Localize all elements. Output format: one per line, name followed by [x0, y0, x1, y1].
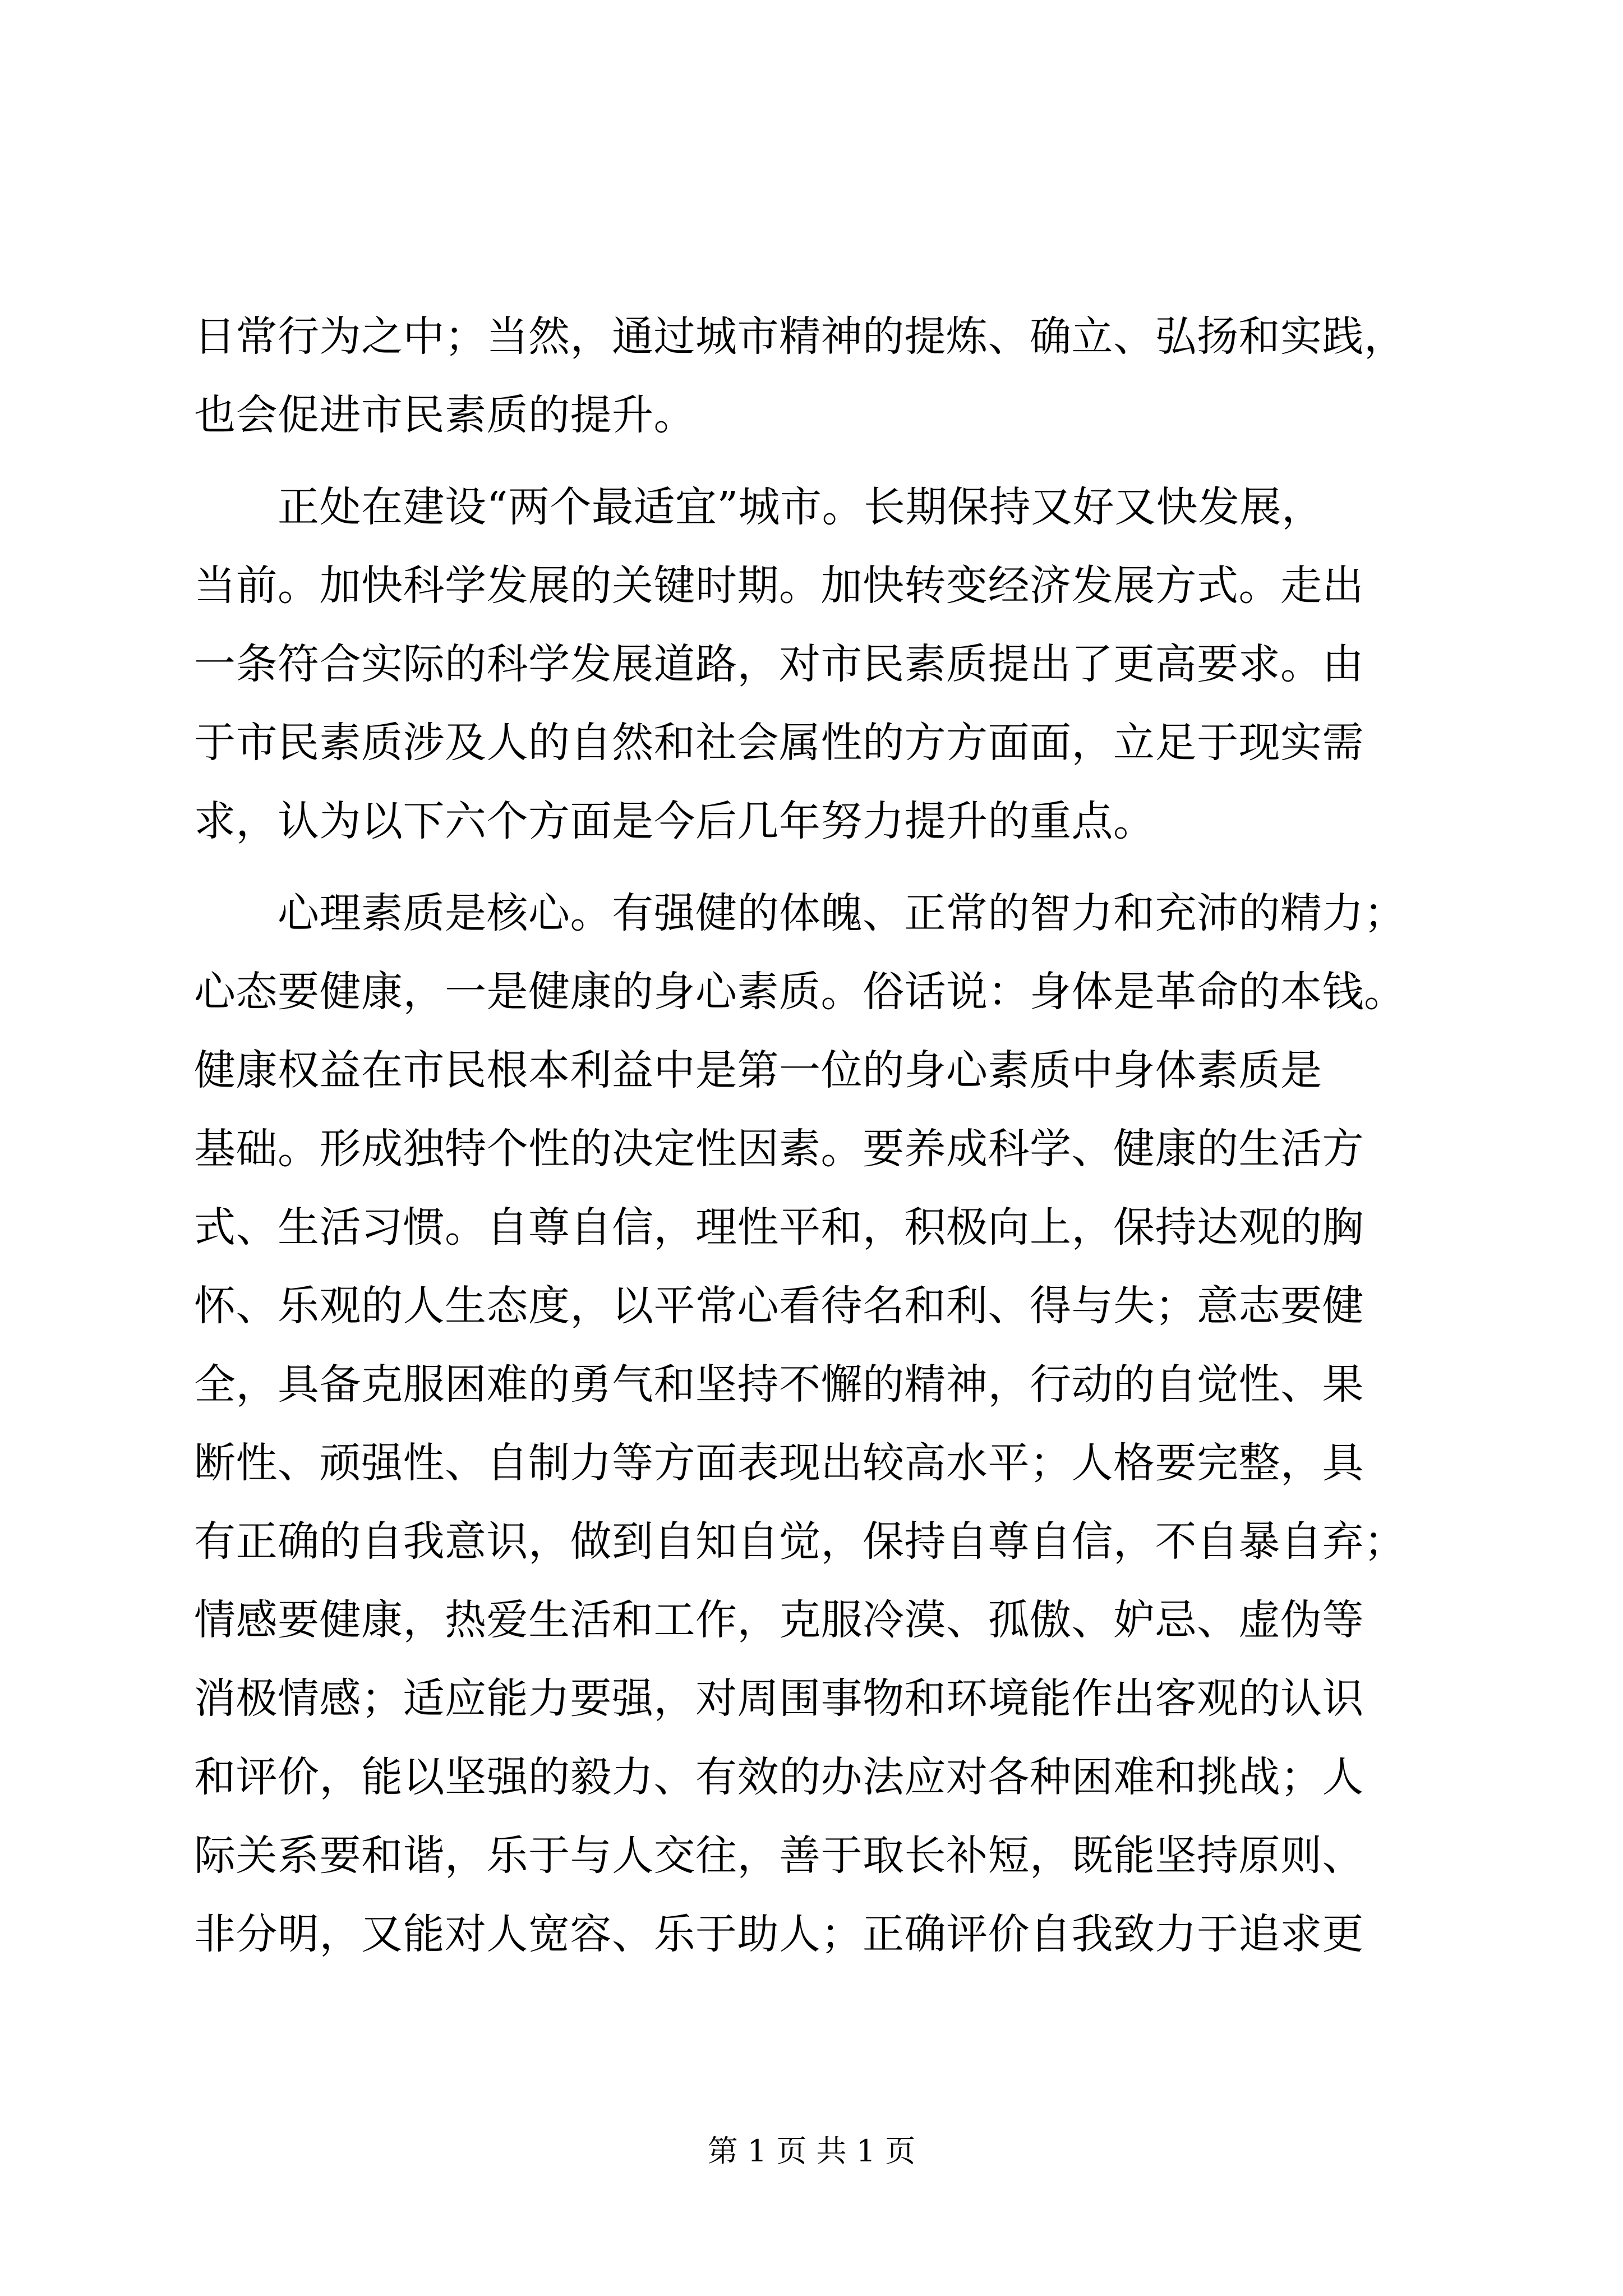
text-line: 情感要健康，热爱生活和工作，克服冷漠、孤傲、妒忌、虚伪等	[194, 1596, 1364, 1644]
page-number-label: 第 1 页 共 1 页	[707, 2133, 916, 2169]
text-line: 际关系要和谐，乐于与人交往，善于取长补短，既能坚持原则、	[194, 1832, 1364, 1880]
text-line: 正处在建设“两个最适宜”城市。长期保持又好又快发展，	[194, 483, 1324, 531]
body-text	[194, 297, 1445, 1973]
text-line: 一条符合实际的科学发展道路，对市民素质提出了更高要求。由	[194, 640, 1364, 688]
text-line: 断性、顽强性、自制力等方面表现出较高水平；人格要完整，具	[194, 1439, 1364, 1487]
text-line: 式、生活习惯。自尊自信，理性平和，积极向上，保持达观的胸	[194, 1203, 1364, 1251]
text-line: 有正确的自我意识，做到自知自觉，保持自尊自信，不自暴自弃；	[194, 1517, 1406, 1566]
text-line: 于市民素质涉及人的自然和社会属性的方方面面，立足于现实需	[194, 719, 1364, 767]
text-line: 基础。形成独特个性的决定性因素。要养成科学、健康的生活方	[194, 1125, 1364, 1173]
text-line: 非分明，又能对人宽容、乐于助人；正确评价自我致力于追求更	[194, 1910, 1364, 1958]
text-line: 和评价，能以坚强的毅力、有效的办法应对各种困难和挑战；人	[194, 1753, 1364, 1801]
text-line: 心理素质是核心。有强健的体魄、正常的智力和充沛的精力；	[194, 889, 1406, 937]
text-line: 心态要健康，一是健康的身心素质。俗话说：身体是革命的本钱。	[194, 968, 1406, 1016]
text-line: 怀、乐观的人生态度，以平常心看待名和利、得与失；意志要健	[194, 1282, 1364, 1330]
paragraph-3	[194, 874, 1445, 1973]
text-line: 消极情感；适应能力要强，对周围事物和环境能作出客观的认识	[194, 1674, 1364, 1723]
page-footer	[0, 2132, 1623, 2171]
text-line: 全，具备克服困难的勇气和坚持不懈的精神，行动的自觉性、果	[194, 1360, 1364, 1409]
paragraph-1	[194, 297, 1445, 454]
text-line: 当前。加快科学发展的关键时期。加快转变经济发展方式。走出	[194, 562, 1364, 610]
text-line: 求，认为以下六个方面是今后几年努力提升的重点。	[194, 797, 1155, 845]
text-line: 也会促进市民素质的提升。	[194, 391, 695, 439]
paragraph-2	[194, 468, 1445, 861]
text-line: 健康权益在市民根本利益中是第一位的身心素质中身体素质是	[194, 1046, 1322, 1094]
text-line: 日常行为之中；当然，通过城市精神的提炼、确立、弘扬和实践，	[194, 312, 1406, 361]
